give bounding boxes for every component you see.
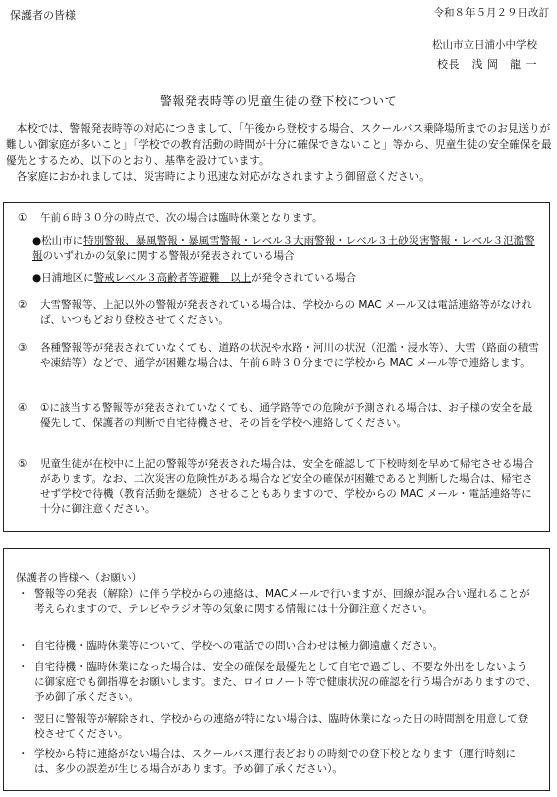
document-title: 警報発表時等の児童生徒の登下校について [159, 94, 398, 108]
rule-text: 児童生徒が在校中に上記の警報等が発表された場合は、安全を確認して下校時刻を早めて帰宅させる場合があります。なお、二次災害の危険性がある場合など安全の確保が困難であると判断した場合は、帰宅させず学校で待機（教育活動を継続）させることもありますので、学校からの MAC メール・電話連絡等に十分に御注意ください。 [40, 458, 534, 515]
condition-prefix: ●日浦地区に [32, 272, 94, 284]
rule-text: ①に該当する警報等が発表されていなくても、通学路等での危険が予測される場合は、お子様の安全を最優先して、保護者の判断で自宅待機させ、その旨を学校へ連絡してください。 [40, 402, 533, 429]
condition-suffix: のいずれかの気象に関する警報が発表されている場合 [42, 249, 295, 262]
condition-evacuation-level: 警戒レベル３高齢者等避難 以上 [93, 272, 252, 284]
rule-item-5 [18, 457, 539, 517]
intro-paragraph: 各家庭におかれましては、災害時により迅速な対応がなされますよう御留意ください。 [16, 170, 430, 183]
intro-paragraph: 本校では、警報発表時等の対応につきまして、「午後から登校する場合、スクールバス乗降場所までのお見送りが難しい御家庭が多いこと」「学校での教育活動の時間が十分に確保できないこと」等から、児童生徒の安全確保を最優先とするため、以下のとおり、基準を設けています。 [6, 123, 552, 167]
rule-number: ③ [18, 342, 28, 354]
bullet-mark: ・ [18, 713, 29, 725]
request-text: 警報等の発表（解除）に伴う学校からの連絡は、MACメールで行いますが、回線が混み合い遅れることが考えられますので、テレビやラジオ等の気象に関する情報には十分御注意ください。 [34, 588, 530, 615]
request-item [18, 587, 537, 617]
rule-item-4 [18, 401, 539, 431]
rule-number: ① [18, 212, 28, 224]
rule-text: 午前６時３０分の時点で、次の場合は臨時休業となります。 [40, 212, 323, 224]
requests-title: 保護者の皆様へ（お願い） [16, 572, 142, 584]
request-text: 翌日に警報等が解除され、学校からの連絡が特にない場合は、臨時休業になった日の時間割を用意して登校させてください。 [34, 713, 529, 740]
requests-box [3, 548, 550, 791]
rule-text: 大雪警報等、上記以外の警報が発表されている場合は、学校からの MAC メール又は電話連絡等がなければ、いつもどおり登校させてください。 [40, 299, 532, 326]
request-item [18, 639, 537, 654]
rule-item-1 [18, 211, 539, 226]
rule-text: 各種警報等が発表されていなくても、道路の状況や水路・河川の状況（氾濫・浸水等）、大雪（路面の積雪や凍結等）などで、通学が困難な場合は、午前６時３０分までに学校から MAC メール等で連絡します。 [40, 342, 539, 369]
school-name: 松山市立日浦小中学校 [432, 39, 537, 51]
revision-date: 令和８年５月２９日改訂 [433, 7, 549, 19]
addressee: 保護者の皆様 [10, 9, 76, 22]
condition-prefix: ●松山市に [32, 235, 84, 247]
intro-section [6, 122, 553, 186]
rule-1-condition-district [32, 271, 539, 286]
rule-number: ④ [18, 402, 28, 414]
request-text: 自宅待機・臨時休業等について、学校への電話での問い合わせは極力御遠慮ください。 [34, 640, 444, 652]
request-text: 自宅待機・臨時休業になった場合は、安全の確保を最優先として自宅で過ごし、不要な外出をしないように御家庭でも御指導をお願いします。また、ロイロノート等で健康状況の確認を行う場合がありますので、予め御了承ください。 [34, 661, 537, 703]
principal-name: 校長 浅 岡 龍 一 [437, 58, 537, 71]
request-item [18, 712, 537, 742]
bullet-mark: ・ [18, 748, 29, 760]
rule-item-2 [18, 298, 539, 328]
rule-1-condition-city [32, 234, 539, 264]
rules-box [3, 202, 550, 532]
condition-suffix: が発令されている場合 [251, 272, 357, 284]
bullet-mark: ・ [18, 661, 29, 673]
bullet-mark: ・ [18, 640, 29, 652]
rule-item-3 [18, 341, 539, 371]
condition-warnings: 特別警報、暴風警報・暴風雪警報・レベル３大雨警報・レベル３土砂災害警報・レベル３氾濫警報 [32, 235, 535, 262]
request-item [18, 660, 537, 705]
request-text: 学校から特に連絡がない場合は、スクールバス運行表どおりの時刻での登下校となります（運行時刻には、多少の誤差が生じる場合があります。予め御了承ください）。 [34, 748, 517, 775]
rule-number: ② [18, 299, 28, 311]
bullet-mark: ・ [18, 588, 29, 600]
request-item [18, 747, 537, 777]
rule-number: ⑤ [18, 458, 28, 470]
